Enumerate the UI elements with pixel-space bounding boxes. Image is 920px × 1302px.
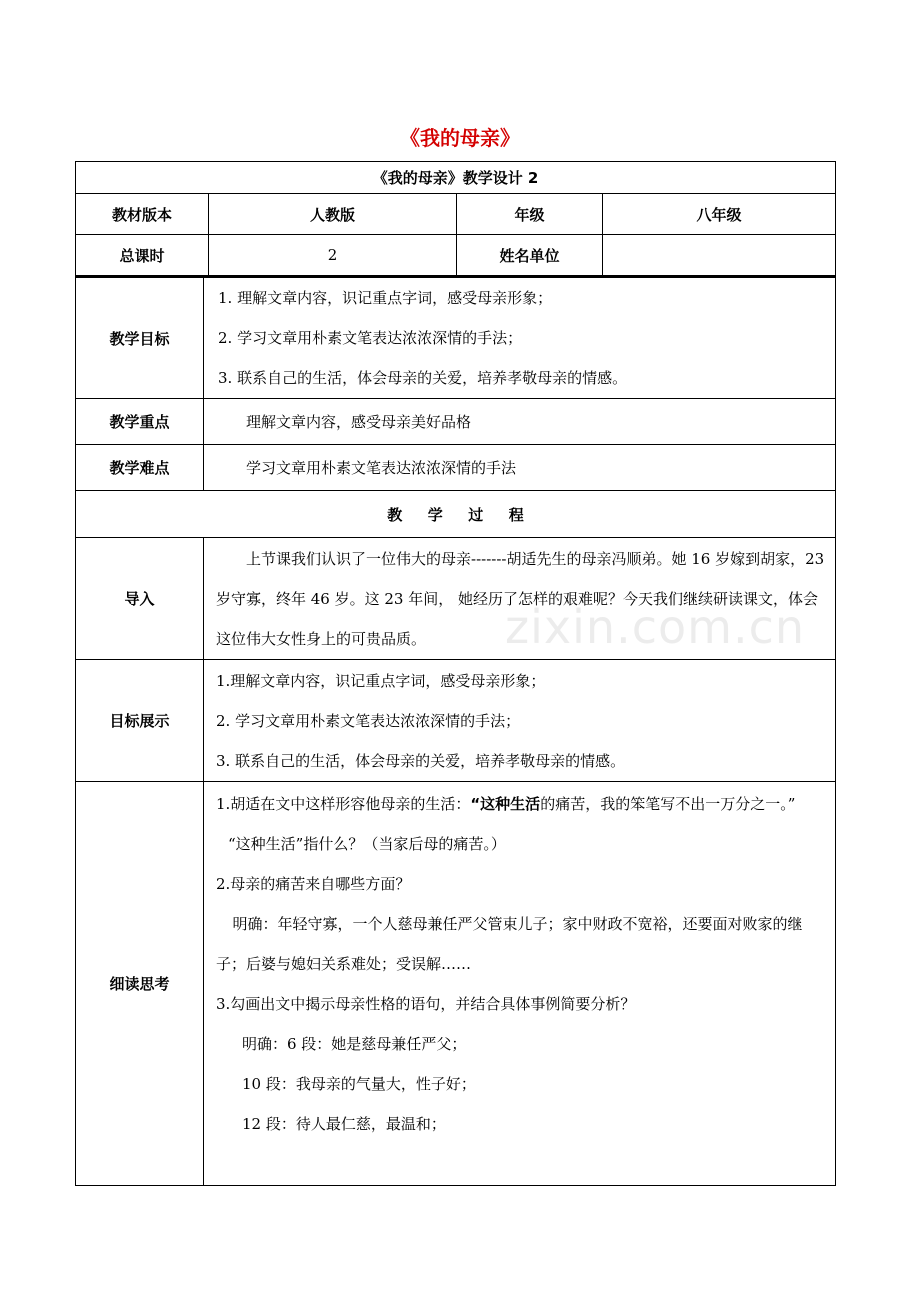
goals-label: 教学目标 [76, 277, 204, 399]
question-3-answer-2: 10 段：我母亲的气量大，性子好； [242, 1075, 476, 1093]
hours-value: 2 [209, 235, 457, 276]
reading-content [204, 782, 836, 1186]
hours-label: 总课时 [76, 235, 209, 276]
lesson-info-table [75, 161, 836, 276]
name-label: 姓名单位 [457, 235, 603, 276]
version-value: 人教版 [209, 194, 457, 235]
targets-label: 目标展示 [76, 660, 204, 782]
difficulty-text: 学习文章用朴素文笔表达浓浓深情的手法 [204, 445, 836, 491]
question-1: 1.胡适在文中这样形容他母亲的生活：“这种生活的痛苦，我的笨笔写不出一万分之一。” [216, 795, 796, 813]
goal-item: 3. 联系自己的生活，体会母亲的关爱，培养孝敬母亲的情感。 [218, 369, 628, 387]
lesson-plan-table [75, 276, 836, 1186]
reading-label: 细读思考 [76, 782, 204, 1186]
target-item: 2. 学习文章用朴素文笔表达浓浓深情的手法； [216, 711, 521, 730]
name-value [603, 235, 836, 276]
targets-list [204, 660, 836, 782]
page-title: 《我的母亲》 [400, 126, 520, 150]
target-item: 1.理解文章内容，识记重点字词，感受母亲形象； [216, 671, 546, 690]
question-2: 2.母亲的痛苦来自哪些方面？ [216, 875, 411, 893]
grade-label: 年级 [457, 194, 603, 235]
goal-item: 2. 学习文章用朴素文笔表达浓浓深情的手法； [218, 329, 523, 347]
goals-list [204, 277, 836, 399]
intro-label: 导入 [76, 538, 204, 660]
question-3-answer-3: 12 段：待人最仁慈，最温和； [242, 1115, 446, 1133]
question-2-answer: 明确：年轻守寡，一个人慈母兼任严父管束儿子；家中财政不宽裕，还要面对败家的继子；后婆与媳妇关系难处；受误解…… [216, 915, 803, 973]
lesson-header: 《我的母亲》教学设计 2 [76, 162, 836, 194]
grade-value: 八年级 [603, 194, 836, 235]
process-header: 教学过程 [76, 491, 836, 538]
goal-item: 1. 理解文章内容，识记重点字词，感受母亲形象； [218, 289, 553, 307]
watermark: zixin.com.cn [505, 600, 806, 654]
target-item: 3. 联系自己的生活，体会母亲的关爱，培养孝敬母亲的情感。 [216, 751, 626, 770]
key-point-text: 理解文章内容，感受母亲美好品格 [204, 399, 836, 445]
question-3-answer-1: 明确：6 段：她是慈母兼任严父； [242, 1035, 467, 1053]
difficulty-label: 教学难点 [76, 445, 204, 491]
question-1-answer: “这种生活”指什么？（当家后母的痛苦。） [228, 835, 506, 853]
key-point-label: 教学重点 [76, 399, 204, 445]
intro-text: 上节课我们认识了一位伟大的母亲-------胡适先生的母亲冯顺弟。她 16 岁嫁到胡家，23 岁守寡，终年 46 岁。这 23 年间， 她经历了怎样的艰难呢？今天我们继续研读课文，体会这位伟大女性身上的可贵品质。 [204, 538, 836, 660]
version-label: 教材版本 [76, 194, 209, 235]
question-3: 3.勾画出文中揭示母亲性格的语句，并结合具体事例简要分析？ [216, 995, 636, 1013]
